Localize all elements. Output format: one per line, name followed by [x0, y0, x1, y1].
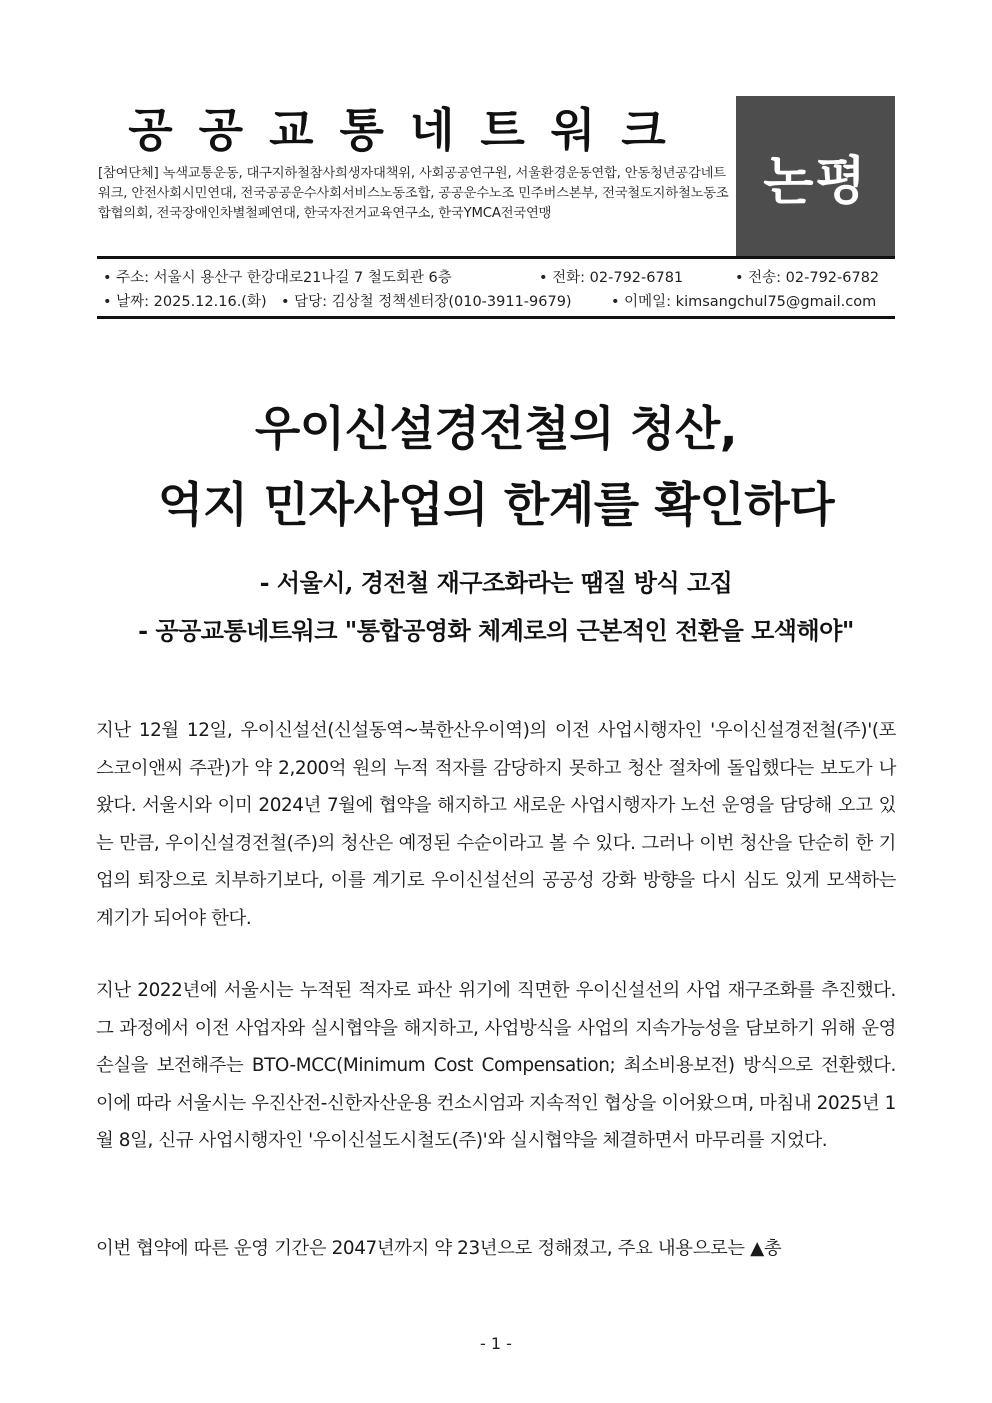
subtitle-2: - 공공교통네트워크 "통합공영화 체계로의 근본적인 전환을 모색해야" — [138, 616, 854, 645]
member-organizations: [참여단체] 녹색교통운동, 대구지하철참사희생자대책위, 사회공공연구원, 서울환경운동연합, 안동청년공감네트워크, 안전사회시민연대, 전국공공운수사회서비스노동조합, 공공운수노조 민주버스본부, 전국철도지하철노동조합협의회, 전국장애인차별철폐연대, 한국자전거교육연구소, 한국YMCA전국연맹 — [98, 166, 729, 221]
body-paragraph-2: 지난 2022년에 서울시는 누적된 적자로 파산 위기에 직면한 우이신설선의 사업 재구조화를 추진했다. 그 과정에서 이전 사업자와 실시협약을 해지하고, 사업방식을 사업의 지속가능성을 담보하기 위해 운영 손실을 보전해주는 BTO-MCC(Minimum Cost Compensation; 최소비용보전) 방식으로 전환했다. 이에 따라 서울시는 우진산전-신한자산운용 컨소시엄과 지속적인 협상을 이어왔으며, 마침내 2025년 1월 8일, 신규 사업시행자인 '우이신설도시철도(주)'와 실시협약을 체결하면서 마무리를 지었다. — [96, 980, 896, 1151]
document-title — [96, 392, 896, 544]
contact-date: • 날짜: 2025.12.16.(화) — [103, 294, 267, 310]
body-paragraph-3: 이번 협약에 따른 운영 기간은 2047년까지 약 23년으로 정해졌고, 주요 내용으로는 ▲총 — [96, 1238, 782, 1259]
document-type-badge: 논평 — [736, 96, 895, 256]
contact-fax: • 전송: 02-792-6782 — [735, 270, 880, 286]
body-paragraph-1: 지난 12월 12일, 우이신설선(신설동역~북한산우이역)의 이전 사업시행자인 '우이신설경전철(주)'(포스코이앤씨 주관)가 약 2,200억 원의 누적 적자를 감당하지 못하고 청산 절차에 돌입했다는 보도가 나왔다. 서울시와 이미 2024년 7월에 협약을 해지하고 새로운 사업시행자가 노선 운영을 담당해 오고 있는 만큼, 우이신설경전철(주)의 청산은 예정된 수순이라고 볼 수 있다. 그러나 이번 청산을 단순히 한 기업의 퇴장으로 치부하기보다, 이를 계기로 우이신설선의 공공성 강화 방향을 다시 심도 있게 모색하는 계기가 되어야 한다. — [96, 720, 896, 929]
contact-address: • 주소: 서울시 용산구 한강대로21나길 7 철도회관 6층 — [103, 270, 452, 286]
contact-email: • 이메일: kimsangchul75@gmail.com — [611, 294, 877, 310]
page-number: - 1 - — [480, 1334, 512, 1353]
org-name: 공공교통네트워크 — [128, 103, 692, 157]
contact-manager: • 담당: 김상철 정책센터장(010-3911-9679) — [281, 294, 572, 310]
header-divider-bottom — [97, 316, 895, 319]
title-line-2: 억지 민자사업의 한계를 확인하다 — [157, 478, 835, 533]
contact-phone: • 전화: 02-792-6781 — [539, 270, 684, 286]
title-line-1: 우이신설경전철의 청산, — [254, 402, 738, 457]
header-divider-top — [97, 256, 895, 259]
subtitle-1: - 서울시, 경전철 재구조화라는 땜질 방식 고집 — [259, 568, 733, 597]
